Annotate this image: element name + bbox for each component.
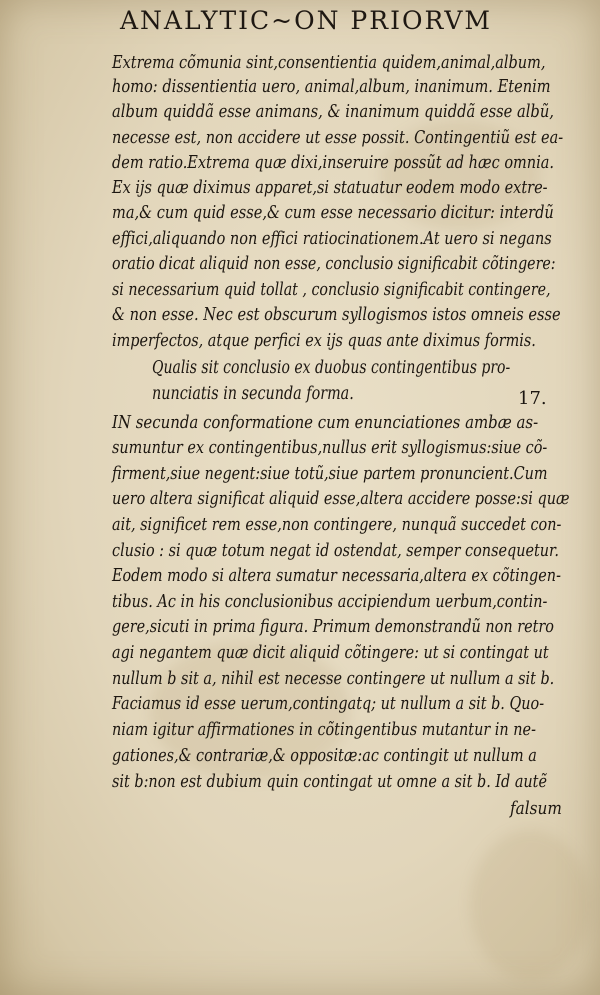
- text-line: Ex ijs quæ diximus apparet,si statuatur eodem modo extre-: [112, 177, 548, 198]
- section-heading-line-2: nunciatis in secunda forma.: [152, 384, 354, 404]
- text-line: nullum b sit a, nihil est necesse contingere ut nullum a sit b.: [112, 668, 555, 689]
- text-line: gere,sicuti in prima figura. Primum demonstrandũ non retro: [112, 616, 554, 637]
- text-line: imperfectos, atque perfici ex ijs quas ante diximus formis.: [112, 330, 536, 351]
- text-line: album quiddã esse animans, & inanimum quiddã esse albũ,: [112, 101, 554, 122]
- catchword: falsum: [510, 798, 562, 819]
- text-line: & non esse. Nec est obscurum syllogismos istos omneis esse: [112, 304, 561, 325]
- text-line: firment,siue negent:siue totũ,siue partem pronuncient.Cum: [112, 463, 548, 484]
- text-line: sit b:non est dubium quin contingat ut omne a sit b. Id autẽ: [112, 771, 547, 792]
- text-line: Faciamus id esse uerum,contingatq; ut nullum a sit b. Quo-: [112, 693, 545, 714]
- running-head: ANALYTIC~ON PRIORVM: [120, 6, 493, 35]
- text-line: tibus. Ac in his conclusionibus accipiendum uerbum,contin-: [112, 591, 548, 612]
- text-line: IN secunda conformatione cum enunciationes ambæ as-: [112, 412, 539, 433]
- text-line: dem ratio.Extrema quæ dixi,inseruire possũt ad hæc omnia.: [112, 152, 554, 173]
- text-line: ma,& cum quid esse,& cum esse necessario dicitur: interdũ: [112, 202, 554, 223]
- text-line: effici,aliquando non effici ratiocinationem.At uero si negans: [112, 228, 552, 249]
- text-line: uero altera significat aliquid esse,altera accidere posse:si quæ: [112, 488, 570, 509]
- text-line: gationes,& contrariæ,& oppositæ:ac contingit ut nullum a: [112, 745, 537, 766]
- section-number: 17.: [518, 388, 547, 409]
- text-line: ait, significet rem esse,non contingere, nunquã succedet con-: [112, 514, 562, 535]
- text-line: homo: dissentientia uero, animal,album, inanimum. Etenim: [112, 76, 551, 97]
- text-line: sumuntur ex contingentibus,nullus erit syllogismus:siue cõ-: [112, 437, 548, 458]
- text-line: clusio : si quæ totum negat id ostendat, semper consequetur.: [112, 540, 559, 561]
- text-line: agi negantem quæ dicit aliquid cõtingere: ut si contingat ut: [112, 642, 549, 663]
- text-line: Extrema cõmunia sint,consentientia quidem,animal,album,: [112, 52, 546, 73]
- text-line: si necessarium quid tollat , conclusio significabit contingere,: [112, 279, 551, 300]
- text-line: Eodem modo si altera sumatur necessaria,altera ex cõtingen-: [112, 565, 561, 586]
- text-line: necesse est, non accidere ut esse possit. Contingentiũ est ea-: [112, 127, 564, 148]
- text-line: oratio dicat aliquid non esse, conclusio significabit cõtingere:: [112, 253, 556, 274]
- text-line: niam igitur affirmationes in cõtingentibus mutantur in ne-: [112, 719, 536, 740]
- section-heading-line-1: Qualis sit conclusio ex duobus contingentibus pro-: [152, 358, 511, 378]
